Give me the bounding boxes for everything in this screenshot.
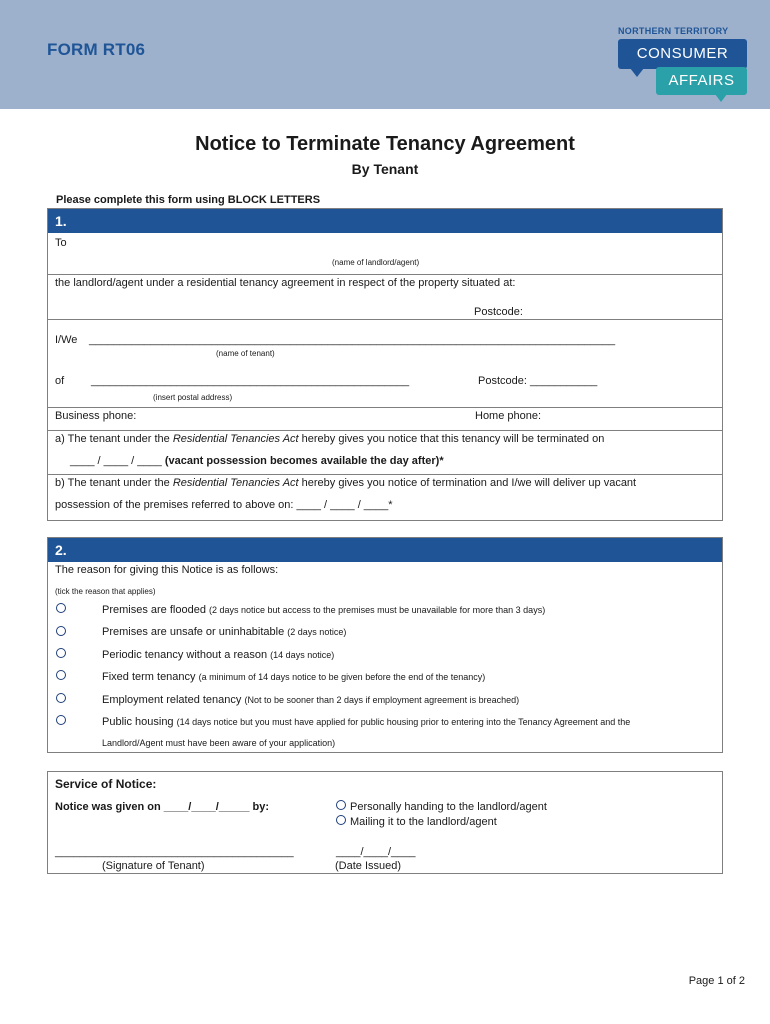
- divider: [48, 430, 722, 431]
- postcode-field[interactable]: Postcode: ___________: [478, 375, 598, 387]
- reason-intro: The reason for giving this Notice is as follows:: [55, 564, 279, 576]
- page-number: Page 1 of 2: [688, 975, 745, 987]
- page-title: Notice to Terminate Tenancy Agreement: [195, 133, 575, 155]
- logo-line-3: AFFAIRS: [656, 67, 747, 95]
- landlord-name-hint: (name of landlord/agent): [332, 258, 420, 267]
- iwe-label: I/We: [55, 334, 78, 346]
- form-code: FORM RT06: [47, 40, 146, 59]
- reason-continuation: Landlord/Agent must have been aware of your application): [102, 738, 336, 748]
- logo-line-2: CONSUMER: [618, 39, 747, 69]
- home-phone-label: Home phone:: [475, 410, 542, 422]
- mail-delivery-label: Mailing it to the landlord/agent: [350, 816, 497, 828]
- signature-label: (Signature of Tenant): [102, 860, 205, 872]
- section-1: [47, 208, 723, 521]
- postal-address-hint: (insert postal address): [153, 393, 233, 402]
- vacant-possession-note: (vacant possession becomes available the day after)*: [164, 455, 444, 467]
- reason-radio[interactable]: [56, 648, 66, 658]
- logo-line-1: NORTHERN TERRITORY: [618, 26, 729, 36]
- signature-line[interactable]: _______________________________________: [55, 846, 294, 858]
- personal-delivery-radio[interactable]: [336, 800, 346, 810]
- property-text: the landlord/agent under a residential tenancy agreement in respect of the property situated at:: [55, 277, 516, 289]
- postal-address-field[interactable]: ____________________________________________________: [91, 375, 410, 387]
- reason-radio[interactable]: [56, 603, 66, 613]
- service-of-notice: [47, 771, 723, 874]
- postcode-label: Postcode:: [474, 306, 523, 318]
- to-label: To: [55, 237, 67, 249]
- divider: [48, 274, 722, 275]
- personal-delivery-label: Personally handing to the landlord/agent: [350, 801, 547, 813]
- reason-radio[interactable]: [56, 693, 66, 703]
- section-1-heading: 1.: [48, 209, 722, 233]
- consumer-affairs-logo: [612, 24, 752, 104]
- form-instruction: Please complete this form using BLOCK LETTERS: [56, 194, 321, 206]
- divider: [48, 474, 722, 475]
- section-2: 2. The reason for giving this Notice is as follows: (tick the reason that applies) Premises are flooded (2 days notice but access to the premises must be unavailable for more than 3 days) Premises are unsafe or uninhabitable (2 days notice) Periodic tenancy without a reason (14 days notice) Fixed term tenancy (a minimum of 14 days notice to be given before the end of the tenancy) Employment related tenancy (Not to be sooner than 2 days if employment agreement is breached) Public housing (14 days notice but you must have applied for public housing prior to entering into the Tenancy Agreement and the Landlord/Agent must have been aware of your application): [47, 537, 723, 753]
- tenant-name-field[interactable]: ______________________________________________________________________________________: [89, 334, 616, 346]
- reason-radio[interactable]: [56, 670, 66, 680]
- tenant-name-hint: (name of tenant): [216, 349, 275, 358]
- mail-delivery-radio[interactable]: [336, 815, 346, 825]
- business-phone-label: Business phone:: [55, 410, 137, 422]
- logo-speech-tail-icon: [630, 68, 644, 77]
- date-issued-label: (Date Issued): [335, 860, 402, 872]
- of-label: of: [55, 375, 65, 387]
- section-2-heading: 2.: [48, 538, 722, 562]
- option-a-text: a) The tenant under the Residential Tenancies Act hereby gives you notice that this tenancy will be terminated on: [55, 433, 605, 445]
- option-a-date: [70, 455, 444, 467]
- option-b-date[interactable]: possession of the premises referred to above on: ____ / ____ / ____*: [55, 499, 393, 511]
- logo-speech-tail-icon: [715, 94, 727, 102]
- reason-radio[interactable]: [56, 626, 66, 636]
- act-name: Residential Tenancies Act: [172, 433, 299, 445]
- page-subtitle: By Tenant: [351, 161, 419, 177]
- act-name: Residential Tenancies Act: [172, 477, 299, 489]
- option-b-text: b) The tenant under the Residential Tenancies Act hereby gives you notice of termination and I/we will deliver up vacant: [55, 477, 637, 489]
- termination-date-field[interactable]: ____ / ____ / ____: [70, 455, 162, 467]
- reason-radio[interactable]: [56, 715, 66, 725]
- divider: [48, 319, 722, 320]
- notice-given-on[interactable]: Notice was given on ____/____/_____ by:: [55, 801, 270, 813]
- tick-hint: (tick the reason that applies): [55, 587, 156, 596]
- date-issued-field[interactable]: ____/____/____: [336, 846, 416, 858]
- service-heading: Service of Notice:: [55, 777, 157, 791]
- divider: [48, 407, 722, 408]
